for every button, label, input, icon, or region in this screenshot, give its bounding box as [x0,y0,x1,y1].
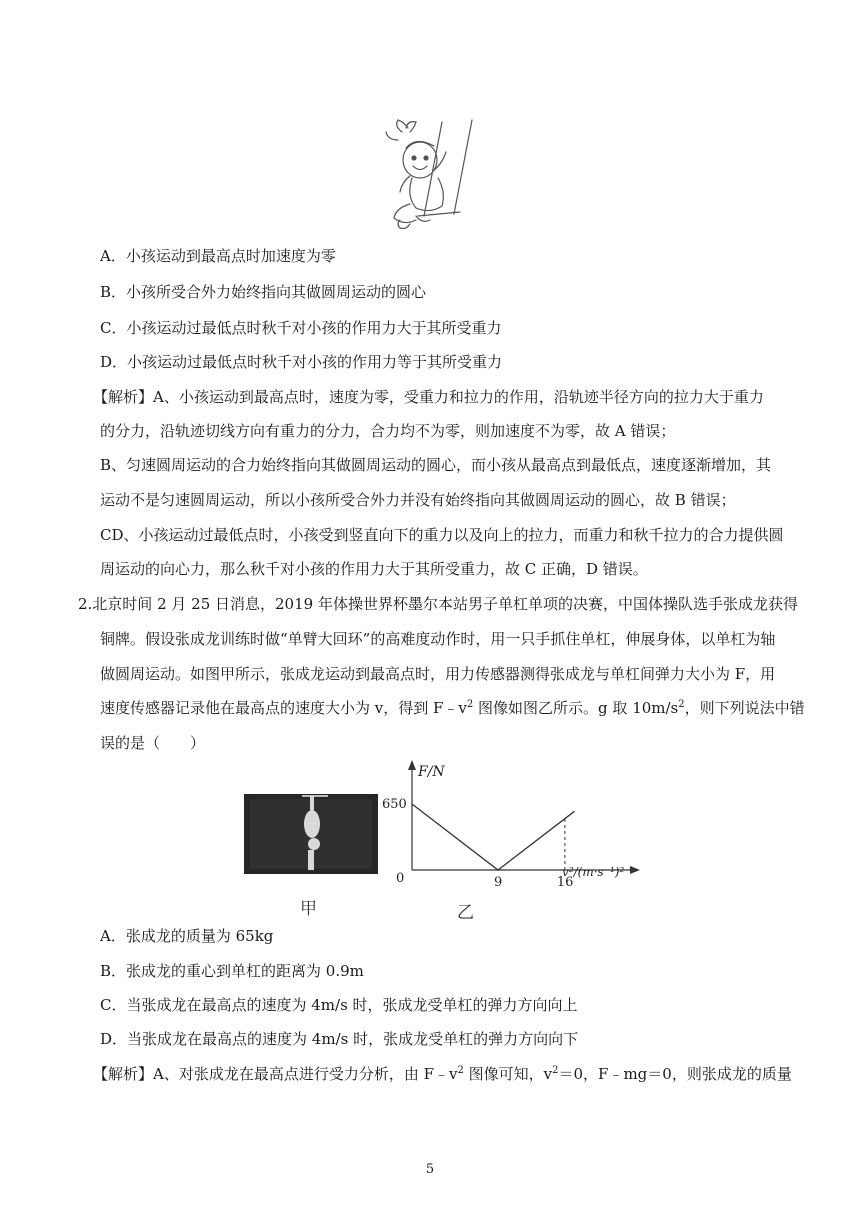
f-v2-chart [378,758,648,894]
q2-option-c: C．当张成龙在最高点的速度为 4m/s 时，张成龙受单杠的弹力方向向上 [100,996,578,1014]
q2-option-d: D．当张成龙在最高点的速度为 4m/s 时，张成龙受单杠的弹力方向向下 [100,1030,579,1048]
q2-analysis-b: 图像可知，v [463,1065,553,1083]
q2-option-a: A．张成龙的质量为 65kg [100,927,274,945]
x-axis-label: v²/(m·s⁻¹)² [562,865,625,879]
q1-analysis-line-3: B、匀速圆周运动的合力始终指向其做圆周运动的圆心，而小孩从最高点到最低点，速度逐渐增加，其 [100,456,772,474]
q1-analysis-line-4: 运动不是匀速圆周运动，所以小孩所受合外力并没有始终指向其做圆周运动的圆心，故 B 错误； [100,491,736,509]
q2-stem-line-3: 做圆周运动。如图甲所示，张成龙运动到最高点时，用力传感器测得张成龙与单杠间弹力大小为 F，用 [100,665,776,683]
x-tick-label: 16 [556,875,574,890]
series-line [412,804,574,870]
q1-option-b: B．小孩所受合外力始终指向其做圆周运动的圆心 [100,283,427,301]
q1-option-d: D．小孩运动过最低点时秋千对小孩的作用力等于其所受重力 [100,353,503,371]
q2-stem-line-1: 2.北京时间 2 月 25 日消息，2019 年体操世界杯墨尔本站男子单杠单项的决赛，中国体操队选手张成龙获得 [78,595,798,613]
q1-analysis-line-6: 周运动的向心力，那么秋千对小孩的作用力大于其所受重力，故 C 正确，D 错误。 [100,560,648,578]
page-number: 5 [425,1162,435,1177]
chart-plot-area [382,760,640,890]
q1-option-c: C．小孩运动过最低点时秋千对小孩的作用力大于其所受重力 [100,319,502,337]
q2-stem-line-2: 铜牌。假设张成龙训练时做“单臂大回环”的高难度动作时，用一只手抓住单杠，伸展身体，以单杠为轴 [100,630,776,648]
x-axis-arrow [630,866,640,874]
superscript: 2 [466,699,474,710]
q1-analysis-line-2: 的分力，沿轨迹切线方向有重力的分力，合力均不为零，则加速度不为零，故 A 错误； [100,422,676,440]
q1-analysis-line-5: CD、小孩运动过最低点时，小孩受到竖直向下的重力以及向上的拉力，而重力和秋千拉力的合力提供圆 [100,526,784,544]
figure-jia-caption: 甲 [300,899,317,919]
q2-stem-line-4 [100,698,805,718]
superscript: 2 [457,1065,464,1076]
x-tick-label: 9 [494,875,503,890]
q2-stem-line-5: 误的是（ ） [100,734,206,752]
y-axis-label: F/N [418,764,445,780]
superscript: 2 [678,699,685,710]
q2-analysis-a: 【解析】A、对张成龙在最高点进行受力分析，由 F﹣v [93,1065,458,1083]
gymnast-photo [244,794,378,874]
q2-stem-line-4-c: ，则下列说法中错 [684,699,805,717]
q2-analysis-c: ＝0，F﹣mg＝0，则张成龙的质量 [558,1065,792,1083]
swing-child-illustration [380,118,488,234]
superscript: 2 [552,1065,559,1076]
q2-option-b: B．张成龙的重心到单杠的距离为 0.9m [100,962,364,980]
q2-stem-line-4-a: 速度传感器记录他在最高点的速度大小为 v，得到 F﹣v [100,699,467,717]
figure-yi-caption: 乙 [457,903,474,923]
y-axis-arrow [408,760,416,770]
q2-stem-line-4-b: 图像如图乙所示。g 取 10m/s [473,699,679,717]
q1-analysis-line-1: 【解析】A、小孩运动到最高点时，速度为零，受重力和拉力的作用，沿轨迹半径方向的拉力大于重力 [93,388,764,406]
q2-analysis-line-1 [93,1064,792,1084]
q1-option-a: A．小孩运动到最高点时加速度为零 [100,247,336,265]
origin-label: 0 [396,871,405,886]
y-tick-label: 650 [382,797,407,812]
